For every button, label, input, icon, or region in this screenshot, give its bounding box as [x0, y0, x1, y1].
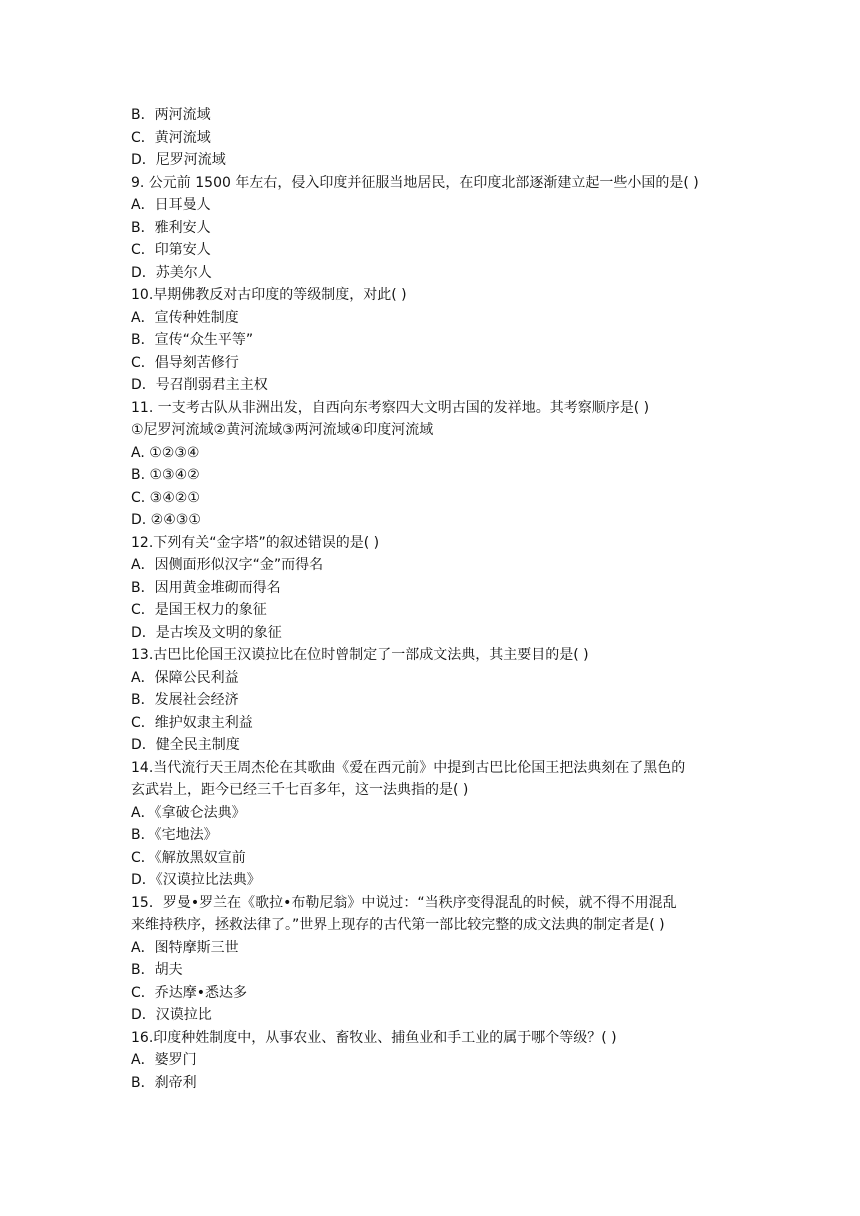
text-line: 10.早期佛教反对古印度的等级制度，对此( ): [131, 287, 407, 303]
text-line: 玄武岩上，距今已经三千七百多年，这一法典指的是( ): [131, 782, 469, 798]
text-line: 11. 一支考古队从非洲出发，自西向东考察四大文明古国的发祥地。其考察顺序是( ): [131, 399, 650, 416]
text-line: 9. 公元前 1500 年左右，侵入印度并征服当地居民，在印度北部逐渐建立起一些小国的是( ): [131, 174, 699, 191]
question-list: [131, 104, 751, 1094]
text-line: 来维持秩序，拯救法律了。”世界上现存的古代第一部比较完整的成文法典的制定者是( ): [131, 917, 665, 933]
text-line: A．保障公民利益: [131, 669, 239, 686]
text-line: A．图特摩斯三世: [131, 939, 239, 956]
text-line: C．维护奴隶主利益: [131, 714, 253, 731]
text-line: 12.下列有关“金字塔”的叙述错误的是( ): [131, 534, 380, 551]
text-line: B. ①③④②: [131, 467, 200, 483]
text-line: D. ②④③①: [131, 512, 201, 528]
text-line: 16.印度种姓制度中，从事农业、畜牧业、捕鱼业和手工业的属于哪个等级？( ): [131, 1029, 617, 1046]
text-line: D．健全民主制度: [131, 737, 240, 753]
text-line: D．汉谟拉比: [131, 1007, 212, 1023]
text-line: C．印第安人: [131, 242, 211, 258]
text-line: 14.当代流行天王周杰伦在其歌曲《爱在西元前》中提到古巴比伦国王把法典刻在了黑色的: [131, 759, 686, 776]
text-line: B．宣传“众生平等”: [131, 332, 254, 348]
text-line: D．《汉谟拉比法典》: [131, 872, 261, 888]
text-line: ①尼罗河流域②黄河流域③两河流域④印度河流域: [131, 422, 434, 438]
text-line: 15．罗曼•罗兰在《歌拉•布勒尼翁》中说过：“当秩序变得混乱的时候，就不得不用混乱: [131, 894, 677, 911]
text-line: B．发展社会经济: [131, 692, 239, 708]
text-line: B．刹帝利: [131, 1074, 197, 1091]
text-line: B．胡夫: [131, 962, 183, 978]
text-line: A．因侧面形似汉字“金”而得名: [131, 557, 324, 573]
text-line: D．尼罗河流域: [131, 152, 226, 168]
text-line: C. ③④②①: [131, 489, 200, 506]
text-line: 13.古巴比伦国王汉谟拉比在位时曾制定了一部成文法典，其主要目的是( ): [131, 647, 589, 663]
text-line: D．号召削弱君主主权: [131, 377, 268, 393]
text-line: A．婆罗门: [131, 1052, 197, 1068]
text-line: D．是古埃及文明的象征: [131, 624, 282, 641]
text-line: C．《解放黑奴宣前: [131, 849, 246, 866]
text-line: B．两河流域: [131, 107, 211, 123]
text-line: C．倡导刻苦修行: [131, 354, 239, 371]
text-line: C．是国王权力的象征: [131, 602, 267, 618]
text-line: A．宣传种姓制度: [131, 309, 239, 326]
text-line: A. ①②③④: [131, 444, 200, 461]
text-line: C．黄河流域: [131, 129, 211, 146]
text-line: C．乔达摩•悉达多: [131, 984, 248, 1001]
text-line: B．雅利安人: [131, 219, 211, 236]
text-line: D．苏美尔人: [131, 264, 212, 281]
text-line: B．《宅地法》: [131, 827, 218, 843]
text-line: A．日耳曼人: [131, 197, 211, 213]
text-line: B．因用黄金堆砌而得名: [131, 579, 281, 596]
text-line: A．《拿破仑法典》: [131, 804, 246, 821]
